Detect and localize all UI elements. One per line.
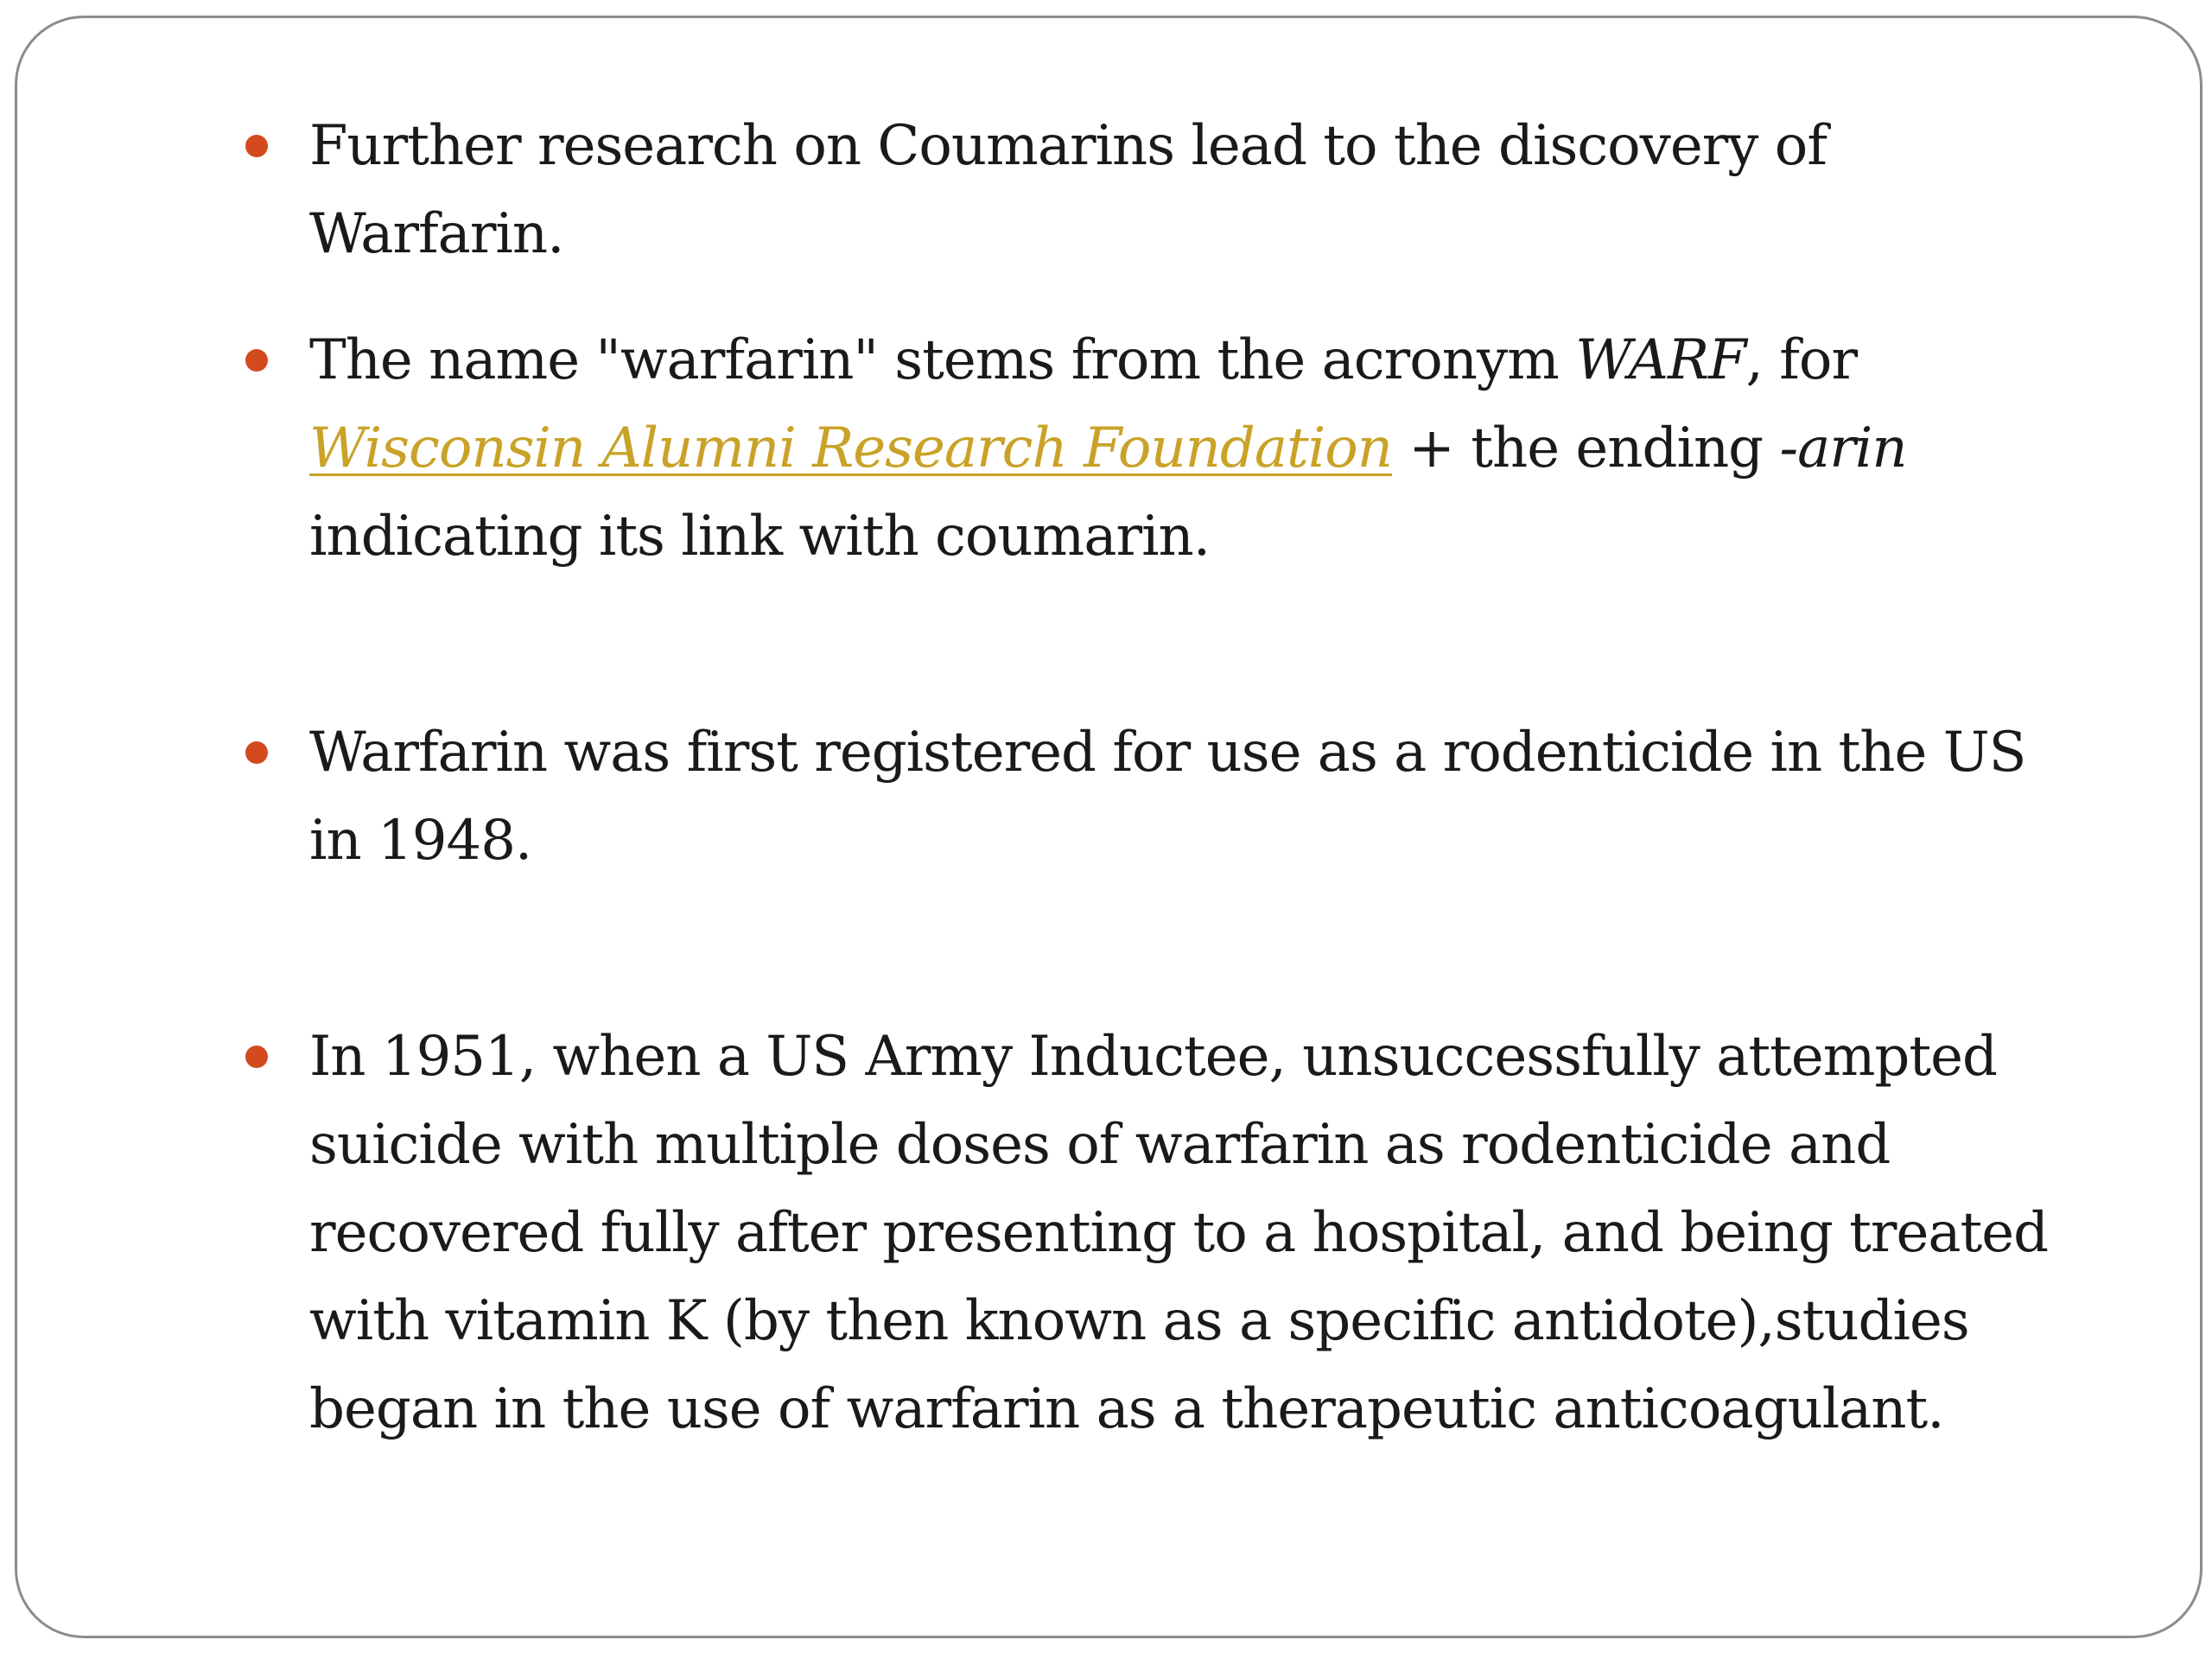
bullet-dot-icon xyxy=(245,135,268,157)
bullet-text-part: + the ending xyxy=(1391,416,1780,480)
bullet-dot-icon xyxy=(245,741,268,764)
acronym-text: WARF xyxy=(1575,328,1746,392)
bullet-item xyxy=(309,102,2081,278)
bullet-dot-icon xyxy=(245,349,268,372)
suffix-text: -arin xyxy=(1779,416,1907,480)
bullet-text: Warfarin was first registered for use as a rodenticide in the US in 1948. xyxy=(309,721,2026,873)
bullet-item xyxy=(309,709,2081,885)
bullet-text-part: , for xyxy=(1745,328,1858,392)
bullet-item xyxy=(309,316,2081,581)
bullet-item xyxy=(309,1013,2081,1453)
bullet-text: Further research on Coumarins lead to the discovery of Warfarin. xyxy=(309,114,1827,266)
bullet-text-part: The name "warfarin" stems from the acronym xyxy=(309,328,1576,392)
bullet-text-part: indicating its link with coumarin. xyxy=(309,505,1211,569)
bullet-dot-icon xyxy=(245,1046,268,1068)
bullet-text: In 1951, when a US Army Inductee, unsuccessfully attempted suicide with multiple doses of warfarin as rodenticide and recovered fully after presenting to a hospital, and being treated with vitamin K (by then known as a specific antidote),studies began in the use of warfarin as a therapeutic anticoagulant. xyxy=(309,1025,2049,1441)
wisconsin-alumni-research-foundation-link[interactable]: Wisconsin Alumni Research Foundation xyxy=(309,416,1392,480)
